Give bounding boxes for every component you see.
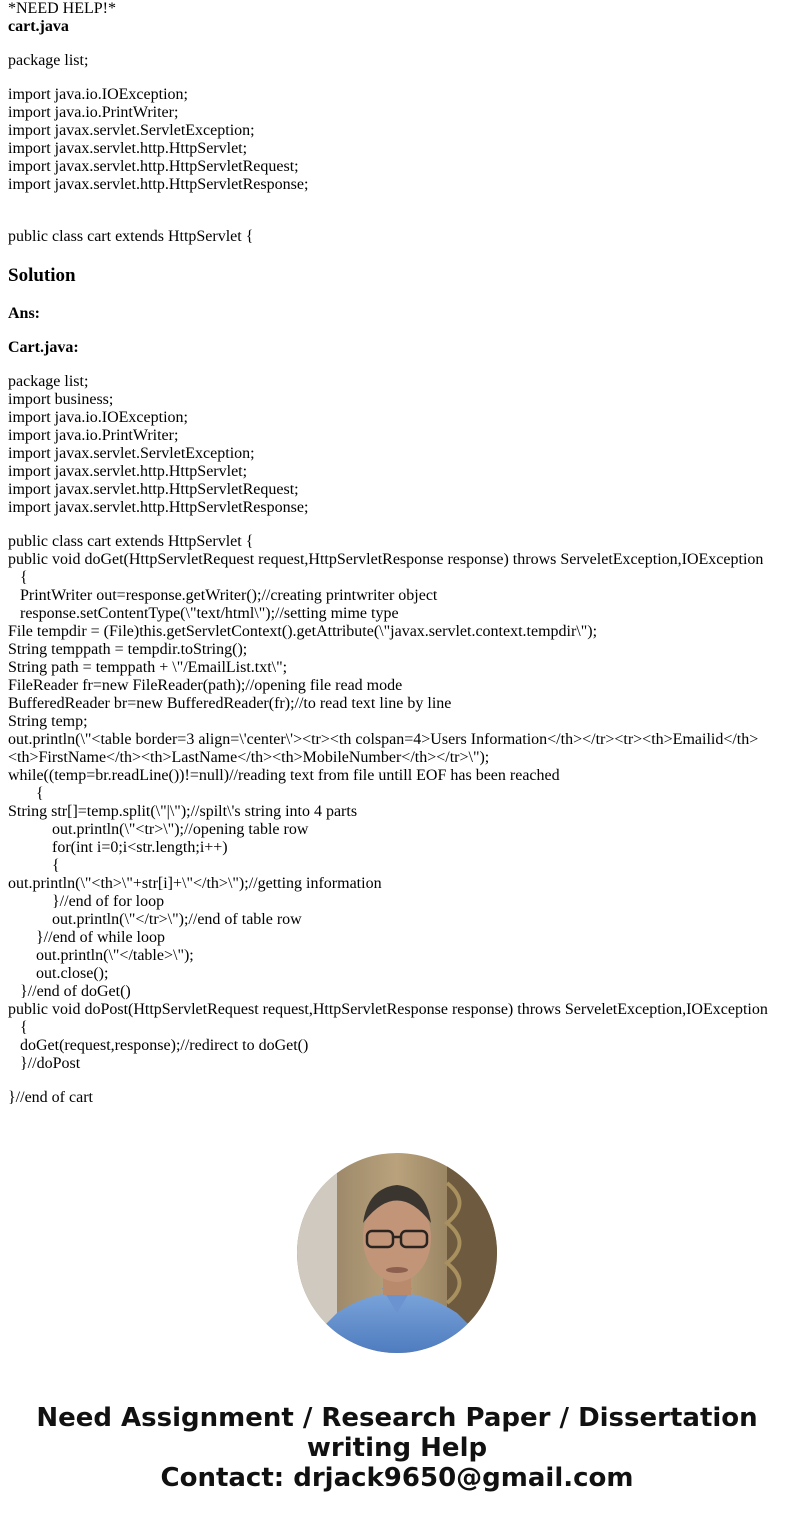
answer-label: Ans: bbox=[8, 305, 41, 322]
code-line: for(int i=0;i<str.length;i++) bbox=[8, 839, 228, 856]
code-line: import javax.servlet.http.HttpServletResponse; bbox=[8, 499, 309, 516]
code-line: import business; bbox=[8, 391, 114, 408]
code-line: { bbox=[8, 569, 28, 586]
code-line: import javax.servlet.ServletException; bbox=[8, 445, 255, 462]
promo-banner bbox=[0, 1403, 794, 1493]
code-line: public void doPost(HttpServletRequest request,HttpServletResponse response) throws ServeletException,IOException bbox=[8, 1001, 768, 1018]
question-heading: *NEED HELP!* bbox=[8, 0, 116, 17]
code-line: String temppath = tempdir.toString(); bbox=[8, 641, 248, 658]
author-avatar bbox=[297, 1153, 497, 1353]
code-line: while((temp=br.readLine())!=null)//reading text from file untill EOF has been reached bbox=[8, 767, 560, 784]
code-line: }//end of doGet() bbox=[8, 983, 131, 1000]
code-line: public class cart extends HttpServlet { bbox=[8, 533, 254, 550]
solution-heading: Solution bbox=[8, 265, 76, 286]
code-line: { bbox=[8, 785, 44, 802]
code-line: out.println(\"<th>\"+str[i]+\"</th>\");//getting information bbox=[8, 875, 382, 892]
code-line: public void doGet(HttpServletRequest request,HttpServletResponse response) throws ServeletException,IOException bbox=[8, 551, 764, 568]
code-end-line: }//end of cart bbox=[8, 1089, 93, 1106]
code-line: BufferedReader br=new BufferedReader(fr);//to read text line by line bbox=[8, 695, 452, 712]
import-line: import javax.servlet.http.HttpServletRequest; bbox=[8, 158, 299, 175]
import-line: import java.io.PrintWriter; bbox=[8, 104, 179, 121]
code-line: out.println(\"<tr>\");//opening table row bbox=[8, 821, 309, 838]
solution-file-label: Cart.java: bbox=[8, 339, 79, 356]
solution-code-block bbox=[8, 533, 788, 1073]
code-line: import java.io.IOException; bbox=[8, 409, 188, 426]
code-line: out.println(\"</table>\"); bbox=[8, 947, 194, 964]
code-line: { bbox=[8, 857, 60, 874]
author-photo bbox=[297, 1153, 497, 1353]
code-line: out.println(\"<table border=3 align=\'center\'><tr><th colspan=4>Users Information</th></tr><tr><th>Emailid</th> bbox=[8, 731, 759, 748]
code-line: import java.io.PrintWriter; bbox=[8, 427, 179, 444]
question-file-title: cart.java bbox=[8, 18, 69, 35]
question-package-line: package list; bbox=[8, 52, 89, 69]
code-line: String temp; bbox=[8, 713, 88, 730]
code-line: FileReader fr=new FileReader(path);//opening file read mode bbox=[8, 677, 403, 694]
code-line: response.setContentType(\"text/html\");//setting mime type bbox=[8, 605, 399, 622]
promo-line-1: Need Assignment / Research Paper / Dissertation bbox=[36, 1403, 758, 1433]
import-line: import java.io.IOException; bbox=[8, 86, 188, 103]
code-line: File tempdir = (File)this.getServletContext().getAttribute(\"javax.servlet.context.tempdir\"); bbox=[8, 623, 598, 640]
code-line: package list; bbox=[8, 373, 89, 390]
question-imports bbox=[8, 86, 788, 194]
code-line: import javax.servlet.http.HttpServletRequest; bbox=[8, 481, 299, 498]
code-line: }//end of while loop bbox=[8, 929, 165, 946]
promo-contact: Contact: drjack9650@gmail.com bbox=[160, 1463, 634, 1493]
code-line: }//doPost bbox=[8, 1055, 81, 1072]
code-line: import javax.servlet.http.HttpServlet; bbox=[8, 463, 248, 480]
document-body bbox=[8, 0, 788, 1107]
promo-line-2: writing Help bbox=[306, 1433, 488, 1463]
code-line: String path = temppath + \"/EmailList.txt\"; bbox=[8, 659, 288, 676]
code-line: { bbox=[8, 1019, 28, 1036]
code-line: <th>FirstName</th><th>LastName</th><th>MobileNumber</th></tr>\"); bbox=[8, 749, 490, 766]
import-line: import javax.servlet.http.HttpServlet; bbox=[8, 140, 248, 157]
code-line: doGet(request,response);//redirect to doGet() bbox=[8, 1037, 309, 1054]
code-line: out.close(); bbox=[8, 965, 109, 982]
code-line: out.println(\"</tr>\");//end of table row bbox=[8, 911, 302, 928]
code-line: PrintWriter out=response.getWriter();//creating printwriter object bbox=[8, 587, 438, 604]
solution-header-lines bbox=[8, 373, 788, 517]
question-class-line: public class cart extends HttpServlet { bbox=[8, 228, 254, 245]
import-line: import javax.servlet.ServletException; bbox=[8, 122, 255, 139]
code-line: String str[]=temp.split(\"|\");//spilt\'s string into 4 parts bbox=[8, 803, 358, 820]
code-line: }//end of for loop bbox=[8, 893, 165, 910]
import-line: import javax.servlet.http.HttpServletResponse; bbox=[8, 176, 309, 193]
